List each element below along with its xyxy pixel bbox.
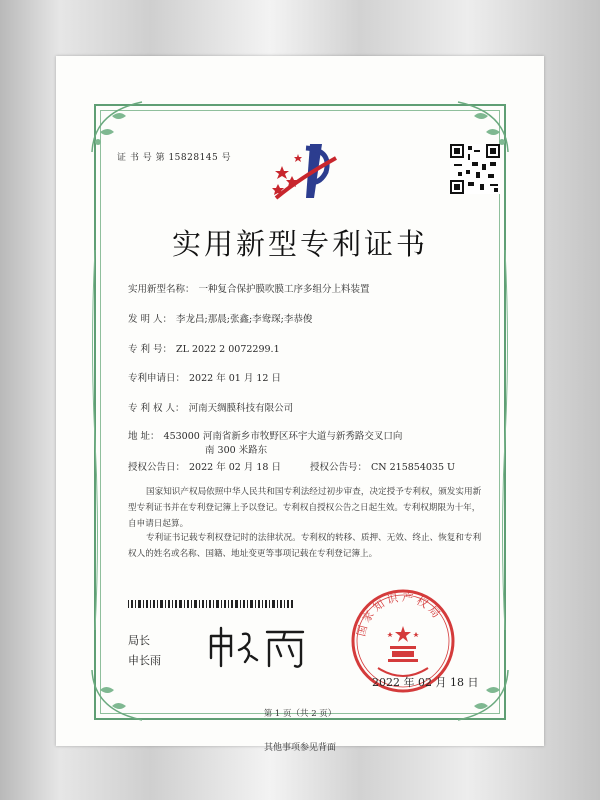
field-value: 河南天绸膜科技有限公司 (188, 403, 294, 414)
field-label: 专利申请日： (128, 373, 186, 384)
field-label: 实用新型名称： (128, 284, 195, 295)
barcode-icon (128, 600, 294, 608)
field-label: 专 利 权 人： (128, 403, 185, 414)
patent-office-logo-icon (270, 138, 340, 204)
field-label: 授权公告号： (310, 462, 368, 473)
field-patent-number (128, 341, 280, 355)
side-vine-right (498, 250, 512, 630)
field-label: 专 利 号： (128, 344, 173, 355)
corner-vine-bottom-right (448, 660, 518, 730)
legal-paragraph-2: 专利证书记载专利权登记时的法律状况。专利权的转移、质押、无效、终止、恢复和专利权人的姓名或名称、国籍、地址变更等事项记载在专利登记簿上。 (128, 533, 482, 559)
field-value: ZL 2022 2 0072299.1 (176, 344, 280, 355)
certificate-title: 实用新型专利证书 (171, 227, 428, 261)
field-grant-date (128, 459, 281, 473)
field-inventor (128, 311, 312, 325)
director-title: 局长 (128, 634, 150, 647)
field-value: 453000 河南省新乡市牧野区环宇大道与新秀路交叉口向 (163, 431, 403, 442)
field-value: 2022 年 01 月 12 日 (189, 373, 281, 384)
field-grant-number (310, 459, 455, 473)
seal-date: 2022 年 02 月 18 日 (372, 676, 479, 689)
field-address (128, 428, 402, 442)
field-label: 地 址： (128, 431, 160, 442)
side-vine-left (88, 250, 102, 630)
field-patent-holder (128, 400, 293, 414)
field-address-line-2: 南 300 米路东 (205, 445, 268, 456)
svg-text:国家知识产权局: 国家知识产权局 (354, 590, 445, 638)
page-number: 第 1 页（共 2 页） (263, 709, 337, 719)
field-value: 一种复合保护膜吹膜工序多组分上料装置 (198, 284, 370, 295)
director-name: 申长雨 (128, 654, 161, 667)
field-utility-name (128, 281, 370, 295)
field-value: CN 215854035 U (371, 462, 456, 473)
bottom-note: 其他事项参见背面 (263, 743, 336, 753)
director-signature (205, 622, 310, 672)
field-label: 授权公告日： (128, 462, 186, 473)
legal-paragraph-1: 国家知识产权局依照中华人民共和国专利法经过初步审查，决定授予专利权，颁发实用新型专利证书并在专利登记簿上予以登记。专利权自授权公告之日起生效。专利权期限为十年，自申请日起算。 (128, 487, 482, 529)
corner-vine-bottom-left (82, 660, 152, 730)
field-label: 发 明 人： (128, 314, 173, 325)
field-value: 李龙昌;那晨;张鑫;李鸯琛;李恭俊 (176, 314, 313, 325)
qr-code-icon (450, 144, 500, 194)
field-application-date (128, 370, 281, 384)
certificate-number: 证 书 号 第 15828145 号 (117, 153, 232, 163)
field-value: 2022 年 02 月 18 日 (189, 462, 281, 473)
